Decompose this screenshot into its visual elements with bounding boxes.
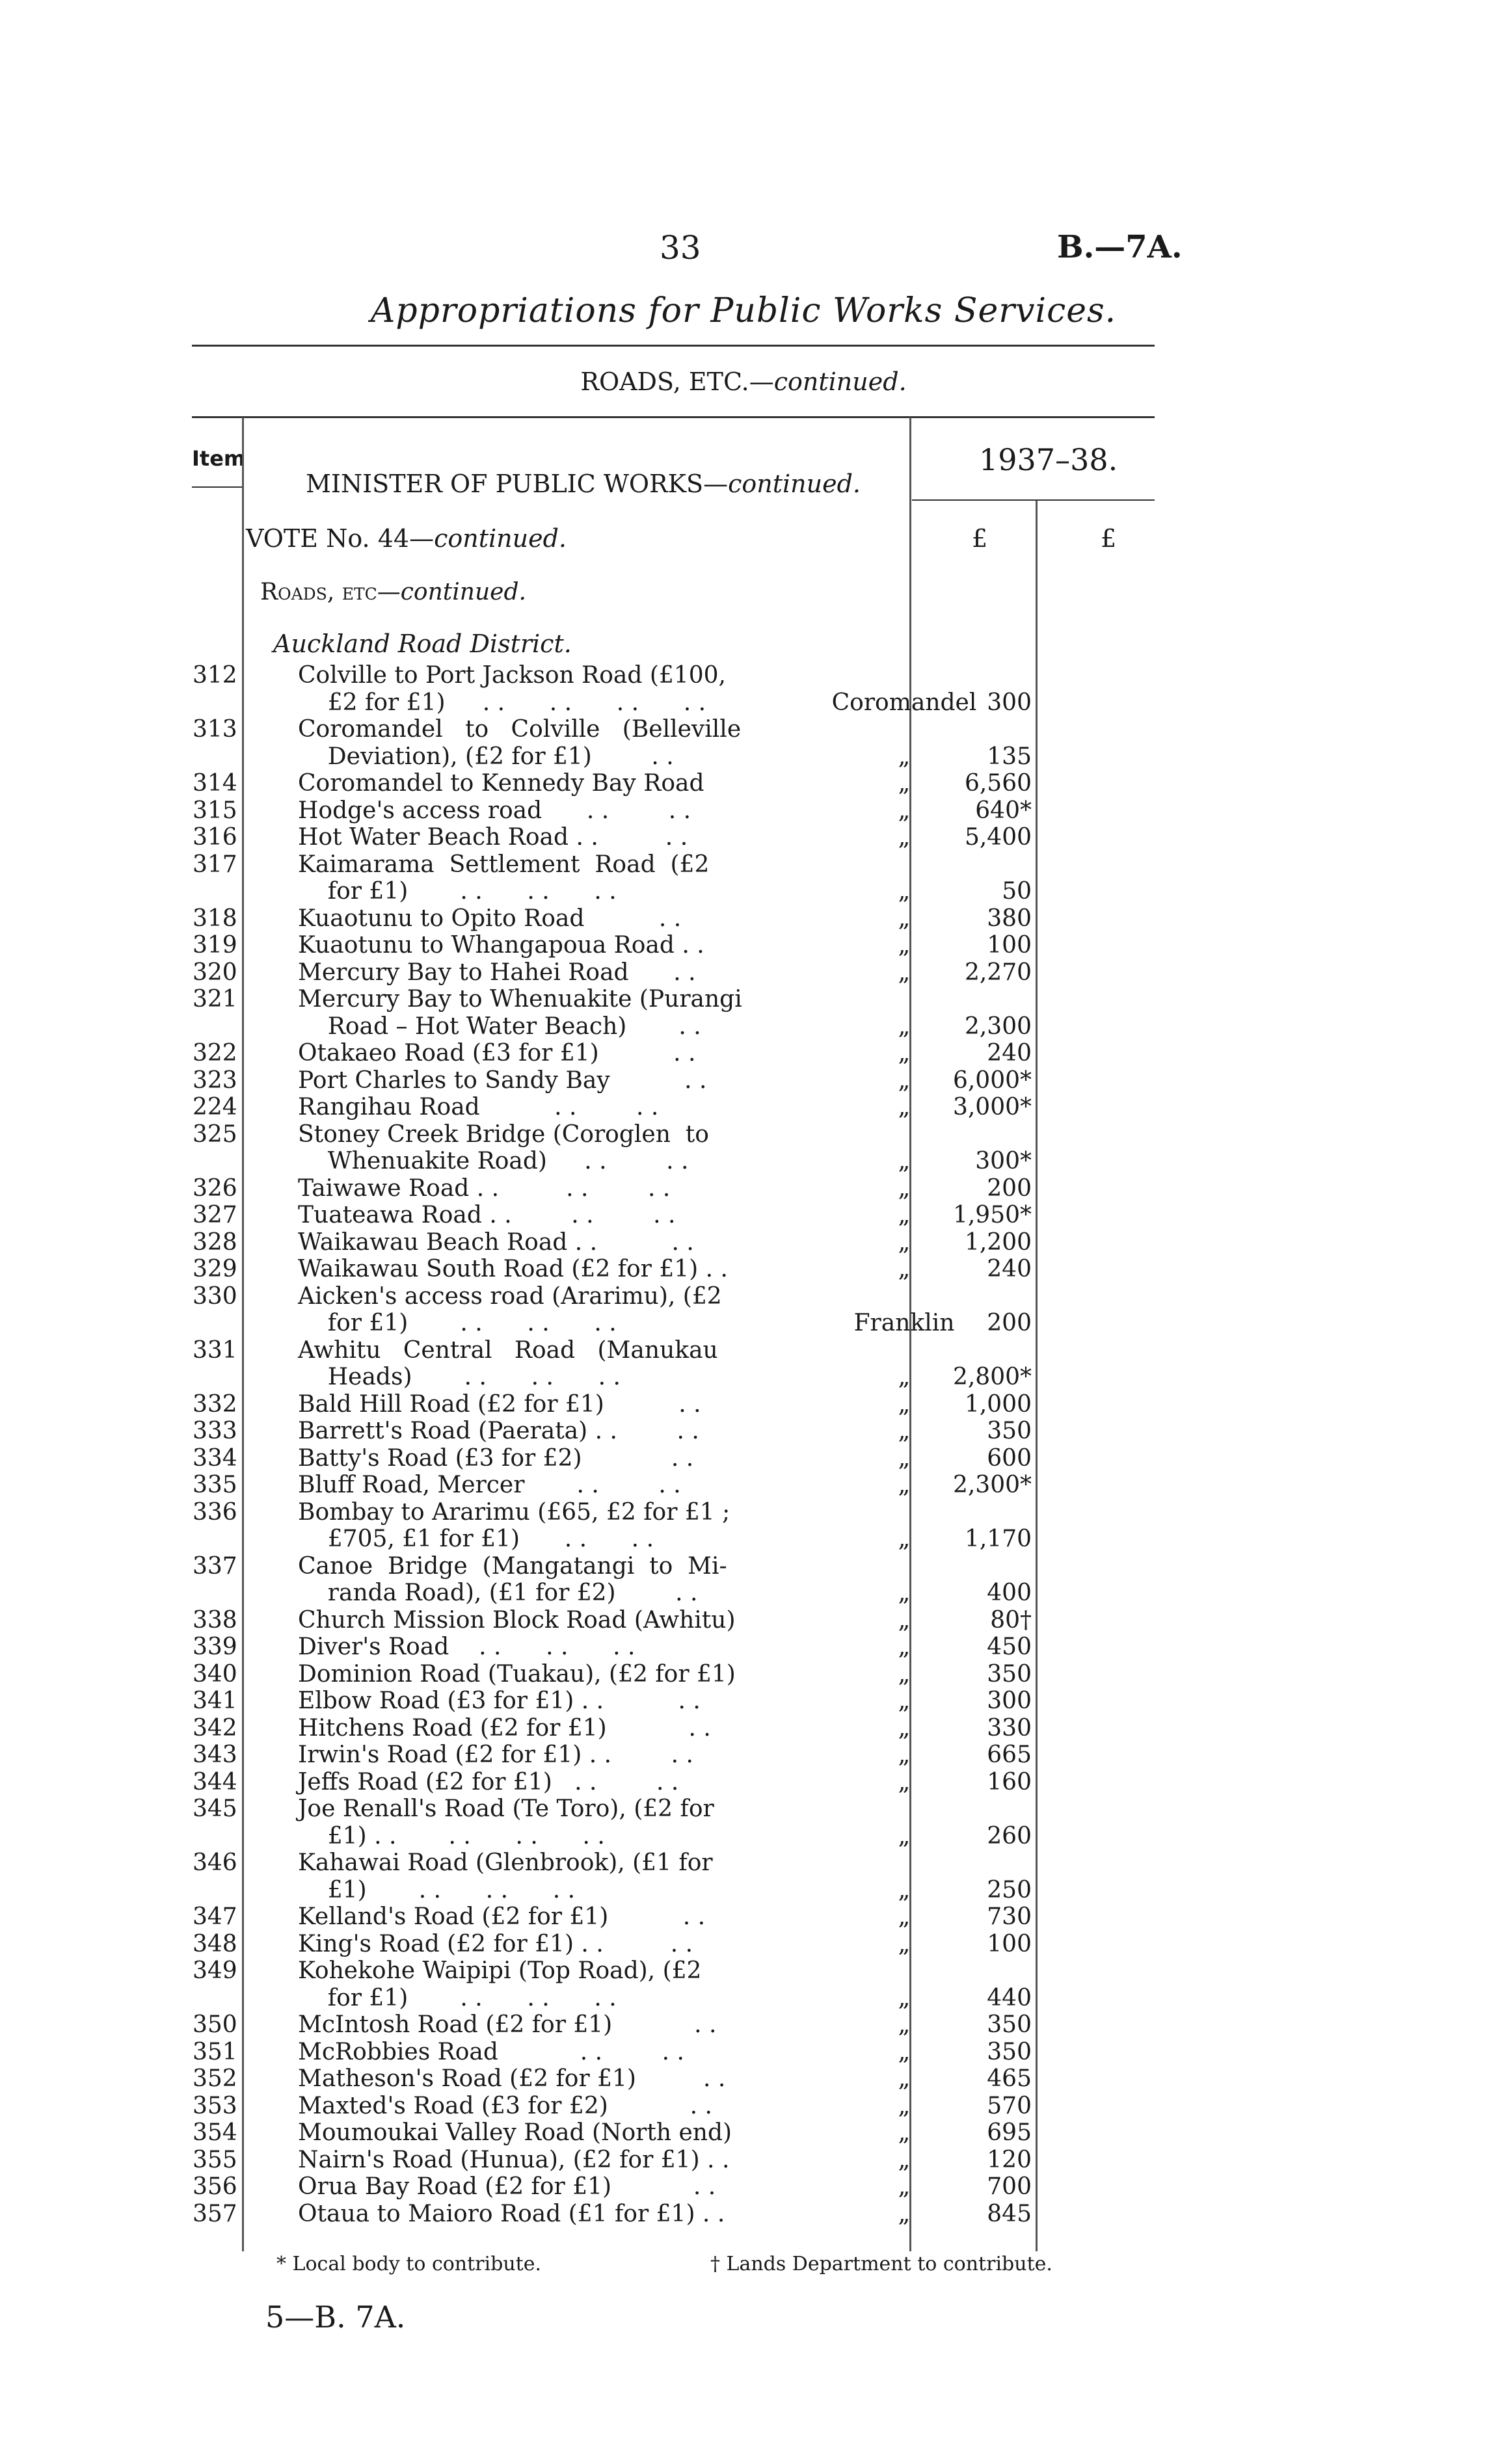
amount: 200 — [987, 1310, 1032, 1336]
item-description: Otaua to Maioro Road (£1 for £1) . . — [298, 2200, 725, 2227]
item-number: 333 — [193, 1418, 237, 1444]
item-number: 322 — [193, 1040, 237, 1066]
item-number: 345 — [193, 1795, 237, 1822]
electoral-district: „ — [898, 1013, 911, 1040]
amount: 665 — [987, 1742, 1032, 1768]
amount: 1,950* — [952, 1202, 1032, 1228]
amount: 240 — [987, 1040, 1032, 1066]
electoral-district: „ — [898, 1444, 911, 1472]
amount: 6,560 — [964, 770, 1032, 797]
electoral-district: „ — [898, 1930, 911, 1957]
item-description: Tuateawa Road . . . . . . — [298, 1202, 676, 1228]
electoral-district: „ — [898, 2092, 911, 2119]
electoral-district: „ — [898, 1634, 911, 1660]
item-description: Awhitu Central Road (Manukau — [298, 1336, 718, 1364]
electoral-district: „ — [898, 1768, 911, 1795]
item-description: Bald Hill Road (£2 for £1) . . — [298, 1390, 701, 1418]
item-number: 339 — [193, 1634, 237, 1660]
item-description: Waikawau Beach Road . . . . — [298, 1228, 694, 1256]
item-description: £1) . . . . . . — [298, 1876, 576, 1903]
item-description: Kohekohe Waipipi (Top Road), (£2 — [298, 1957, 702, 1984]
page-title: Appropriations for Public Works Services. — [370, 291, 1117, 330]
item-description: Port Charles to Sandy Bay . . — [298, 1066, 707, 1094]
electoral-district: „ — [898, 1984, 911, 2011]
item-number: 349 — [193, 1957, 237, 1984]
electoral-district: „ — [898, 1390, 911, 1418]
item-description: Joe Renall's Road (Te Toro), (£2 for — [298, 1795, 714, 1822]
electoral-district: „ — [898, 1174, 911, 1202]
item-number: 317 — [193, 851, 237, 878]
item-description: Diver's Road . . . . . . — [298, 1634, 636, 1660]
amount: 2,300* — [952, 1472, 1032, 1498]
item-number: 313 — [193, 716, 237, 743]
electoral-district: „ — [898, 905, 911, 932]
amount: 440 — [987, 1984, 1032, 2011]
amount: 135 — [987, 743, 1032, 770]
amount: 350 — [987, 1418, 1032, 1444]
amount: 350 — [987, 2011, 1032, 2038]
electoral-district: „ — [898, 1256, 911, 1282]
electoral-district: „ — [898, 1714, 911, 1742]
item-description: Mercury Bay to Hahei Road . . — [298, 959, 696, 986]
item-number: 331 — [193, 1336, 237, 1364]
electoral-district: „ — [898, 1094, 911, 1120]
amount: 400 — [987, 1580, 1032, 1606]
amount: 5,400 — [964, 824, 1032, 851]
electoral-district: „ — [898, 1472, 911, 1498]
electoral-district: „ — [898, 932, 911, 959]
pound-column-label: £ — [972, 524, 988, 553]
electoral-district: „ — [898, 1526, 911, 1552]
item-number: 315 — [193, 797, 237, 824]
item-description: King's Road (£2 for £1) . . . . — [298, 1930, 693, 1957]
amount: 160 — [987, 1768, 1032, 1795]
item-description: Orua Bay Road (£2 for £1) . . — [298, 2173, 716, 2200]
item-number: 326 — [193, 1174, 237, 1202]
item-number: 328 — [193, 1228, 237, 1256]
item-description: Whenuakite Road) . . . . — [298, 1148, 689, 1174]
item-description: Rangihau Road . . . . — [298, 1094, 659, 1120]
item-description: for £1) . . . . . . — [298, 1310, 617, 1336]
item-column-header: Item — [192, 446, 246, 471]
item-number: 355 — [193, 2146, 237, 2173]
electoral-district: Franklin — [853, 1310, 955, 1336]
item-number: 346 — [193, 1849, 237, 1876]
amount: 700 — [987, 2173, 1032, 2200]
item-description: for £1) . . . . . . — [298, 878, 617, 905]
electoral-district: „ — [898, 824, 911, 851]
amount: 2,300 — [964, 1013, 1032, 1040]
electoral-district: „ — [898, 1876, 911, 1903]
item-description: £705, £1 for £1) . . . . — [298, 1526, 654, 1552]
printer-signature: 5—B. 7A. — [265, 2299, 406, 2335]
item-description: McIntosh Road (£2 for £1) . . — [298, 2011, 717, 2038]
amount: 570 — [987, 2092, 1032, 2119]
item-number: 318 — [193, 905, 237, 932]
electoral-district: „ — [898, 959, 911, 986]
item-number: 341 — [193, 1688, 237, 1714]
item-description: Barrett's Road (Paerata) . . . . — [298, 1418, 699, 1444]
item-number: 314 — [193, 770, 237, 797]
item-description: Kahawai Road (Glenbrook), (£1 for — [298, 1849, 713, 1876]
electoral-district: Coromandel — [831, 689, 977, 716]
item-description: Batty's Road (£3 for £2) . . — [298, 1444, 694, 1472]
item-description: Coromandel to Colville (Belleville — [298, 716, 742, 743]
item-number: 337 — [193, 1552, 237, 1580]
item-number: 330 — [193, 1282, 237, 1310]
amount: 330 — [987, 1714, 1032, 1742]
amount: 300* — [975, 1148, 1032, 1174]
electoral-district: „ — [898, 770, 911, 797]
item-number: 329 — [193, 1256, 237, 1282]
item-number: 335 — [193, 1472, 237, 1498]
amount: 100 — [987, 1930, 1032, 1957]
amount: 100 — [987, 932, 1032, 959]
amount: 380 — [987, 905, 1032, 932]
district-heading: Auckland Road District. — [273, 629, 572, 658]
amount: 2,270 — [964, 959, 1032, 986]
amount: 695 — [987, 2119, 1032, 2146]
item-description: Hitchens Road (£2 for £1) . . — [298, 1714, 711, 1742]
item-description: Maxted's Road (£3 for £2) . . — [298, 2092, 712, 2119]
amount: 845 — [987, 2200, 1032, 2227]
electoral-district: „ — [898, 1040, 911, 1066]
amount: 450 — [987, 1634, 1032, 1660]
electoral-district: „ — [898, 1418, 911, 1444]
item-number: 332 — [193, 1390, 237, 1418]
title-rule — [192, 345, 1155, 347]
item-number: 319 — [193, 932, 237, 959]
page-number: 33 — [660, 229, 701, 267]
item-number: 356 — [193, 2173, 237, 2200]
amount: 120 — [987, 2146, 1032, 2173]
footnote-local-body: * Local body to contribute. — [276, 2253, 541, 2275]
electoral-district: „ — [898, 1364, 911, 1390]
item-number: 334 — [193, 1444, 237, 1472]
footnote-lands-department: † Lands Department to contribute. — [710, 2253, 1052, 2275]
item-number: 336 — [193, 1498, 237, 1526]
item-number: 320 — [193, 959, 237, 986]
item-description: McRobbies Road . . . . — [298, 2038, 684, 2065]
electoral-district: „ — [898, 1903, 911, 1930]
electoral-district: „ — [898, 2173, 911, 2200]
item-description: Hot Water Beach Road . . . . — [298, 824, 688, 851]
item-description: Moumoukai Valley Road (North end) — [298, 2119, 732, 2146]
electoral-district: „ — [898, 1580, 911, 1606]
section-subtitle: ROADS, ETC.—continued. — [580, 367, 907, 396]
item-number: 316 — [193, 824, 237, 851]
electoral-district: „ — [898, 1202, 911, 1228]
amount: 250 — [987, 1876, 1032, 1903]
item-number: 340 — [193, 1660, 237, 1688]
item-number: 323 — [193, 1066, 237, 1094]
item-description: Taiwawe Road . . . . . . — [298, 1174, 671, 1202]
item-number: 348 — [193, 1930, 237, 1957]
item-description: Bombay to Ararimu (£65, £2 for £1 ; — [298, 1498, 730, 1526]
amount: 3,000* — [952, 1094, 1032, 1120]
amount: 200 — [987, 1174, 1032, 1202]
item-description: Deviation), (£2 for £1) . . — [298, 743, 674, 770]
amount: 260 — [987, 1822, 1032, 1849]
amount-column-divider — [1036, 501, 1038, 2251]
item-number: 353 — [193, 2092, 237, 2119]
electoral-district: „ — [898, 1066, 911, 1094]
amount: 6,000* — [952, 1066, 1032, 1094]
item-number: 352 — [193, 2065, 237, 2092]
item-description: Irwin's Road (£2 for £1) . . . . — [298, 1742, 693, 1768]
electoral-district: „ — [898, 1228, 911, 1256]
electoral-district: „ — [898, 2146, 911, 2173]
document-reference: B.—7A. — [1057, 229, 1183, 265]
amount: 240 — [987, 1256, 1032, 1282]
header-top-rule — [192, 416, 1155, 418]
item-number: 327 — [193, 1202, 237, 1228]
amount: 350 — [987, 2038, 1032, 2065]
amount: 350 — [987, 1660, 1032, 1688]
electoral-district: „ — [898, 797, 911, 824]
item-header-underline — [192, 486, 243, 488]
item-description: Church Mission Block Road (Awhitu) — [298, 1606, 736, 1634]
item-number: 325 — [193, 1120, 237, 1148]
item-description: Waikawau South Road (£2 for £1) . . — [298, 1256, 728, 1282]
electoral-district: „ — [898, 2065, 911, 2092]
roads-heading: Roads, etc—continued. — [260, 579, 526, 605]
item-number: 344 — [193, 1768, 237, 1795]
item-description: Stoney Creek Bridge (Coroglen to — [298, 1120, 709, 1148]
electoral-district: „ — [898, 878, 911, 905]
electoral-district: „ — [898, 2119, 911, 2146]
item-description: Colville to Port Jackson Road (£100, — [298, 662, 726, 689]
item-description: for £1) . . . . . . — [298, 1984, 617, 2011]
amount: 300 — [987, 689, 1032, 716]
pound-total-column-label: £ — [1101, 524, 1117, 553]
electoral-district: „ — [898, 1742, 911, 1768]
item-description: Elbow Road (£3 for £1) . . . . — [298, 1688, 701, 1714]
amount: 1,200 — [964, 1228, 1032, 1256]
item-number: 351 — [193, 2038, 237, 2065]
item-description: £1) . . . . . . . . — [298, 1822, 605, 1849]
item-number: 343 — [193, 1742, 237, 1768]
amount: 1,000 — [964, 1390, 1032, 1418]
item-number: 321 — [193, 986, 237, 1013]
minister-heading: MINISTER OF PUBLIC WORKS—continued. — [306, 470, 861, 498]
item-description: Kaimarama Settlement Road (£2 — [298, 851, 710, 878]
electoral-district: „ — [898, 2038, 911, 2065]
item-description: Coromandel to Kennedy Bay Road — [298, 770, 704, 797]
item-description: Kelland's Road (£2 for £1) . . — [298, 1903, 706, 1930]
amount: 80† — [990, 1606, 1032, 1634]
item-description: Nairn's Road (Hunua), (£2 for £1) . . — [298, 2146, 730, 2173]
item-number: 338 — [193, 1606, 237, 1634]
item-number: 350 — [193, 2011, 237, 2038]
amount: 50 — [1002, 878, 1032, 905]
amount: 600 — [987, 1444, 1032, 1472]
item-description: Kuaotunu to Opito Road . . — [298, 905, 682, 932]
year-header: 1937–38. — [979, 442, 1118, 477]
item-description: Matheson's Road (£2 for £1) . . — [298, 2065, 726, 2092]
item-description: Otakaeo Road (£3 for £1) . . — [298, 1040, 696, 1066]
item-number: 347 — [193, 1903, 237, 1930]
item-description: Hodge's access road . . . . — [298, 797, 691, 824]
item-description: Jeffs Road (£2 for £1) . . . . — [298, 1768, 679, 1795]
item-description: £2 for £1) . . . . . . . . — [298, 689, 706, 716]
electoral-district: „ — [898, 1606, 911, 1634]
amount: 300 — [987, 1688, 1032, 1714]
item-description: Canoe Bridge (Mangatangi to Mi- — [298, 1552, 727, 1580]
item-description: Kuaotunu to Whangapoua Road . . — [298, 932, 704, 959]
amount: 730 — [987, 1903, 1032, 1930]
amount: 465 — [987, 2065, 1032, 2092]
item-description: Mercury Bay to Whenuakite (Purangi — [298, 986, 742, 1013]
electoral-district: „ — [898, 743, 911, 770]
item-description: randa Road), (£1 for £2) . . — [298, 1580, 698, 1606]
item-number: 224 — [193, 1094, 237, 1120]
electoral-district: „ — [898, 1660, 911, 1688]
amount: 2,800* — [952, 1364, 1032, 1390]
amount: 1,170 — [964, 1526, 1032, 1552]
item-description: Heads) . . . . . . — [298, 1364, 621, 1390]
item-number: 342 — [193, 1714, 237, 1742]
item-number: 312 — [193, 662, 237, 689]
item-number: 354 — [193, 2119, 237, 2146]
item-description: Bluff Road, Mercer . . . . — [298, 1472, 681, 1498]
item-column-divider — [242, 417, 244, 2251]
item-number: 357 — [193, 2200, 237, 2227]
electoral-district: „ — [898, 2011, 911, 2038]
item-description: Dominion Road (Tuakau), (£2 for £1) — [298, 1660, 736, 1688]
electoral-district: „ — [898, 1822, 911, 1849]
amount: 640* — [975, 797, 1032, 824]
year-underline — [912, 499, 1155, 501]
electoral-district: „ — [898, 2200, 911, 2227]
electoral-district: „ — [898, 1148, 911, 1174]
electoral-district: „ — [898, 1688, 911, 1714]
vote-heading: VOTE No. 44—continued. — [246, 524, 567, 553]
item-description: Road – Hot Water Beach) . . — [298, 1013, 701, 1040]
item-description: Aicken's access road (Ararimu), (£2 — [298, 1282, 722, 1310]
